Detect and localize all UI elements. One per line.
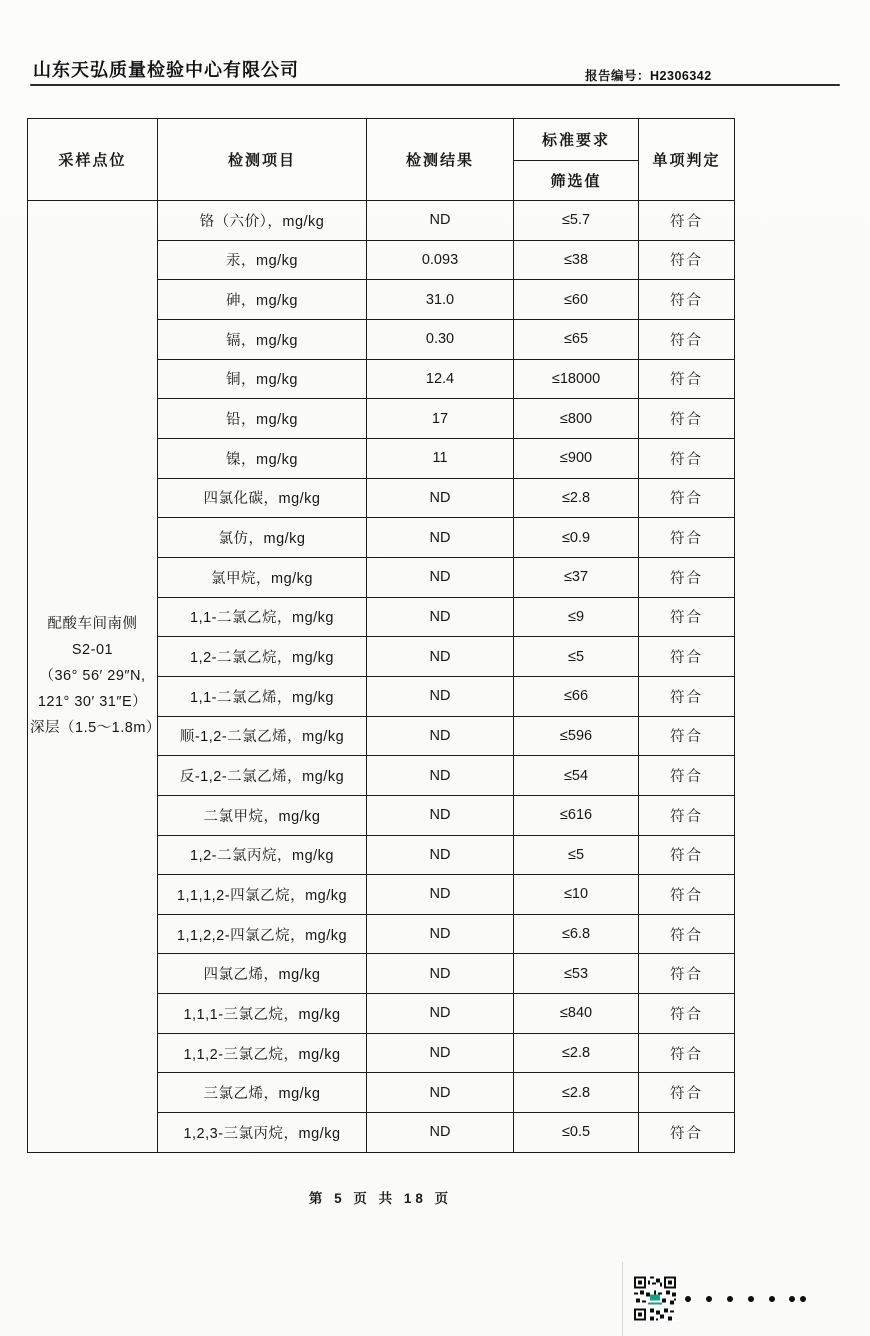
cell-judgment: 符合 [639, 1113, 735, 1153]
sampling-point-cell [28, 201, 161, 1153]
cell-limit: ≤0.9 [514, 518, 639, 558]
cell-result: ND [367, 557, 514, 597]
qr-code [632, 1274, 678, 1323]
cell-result: ND [367, 597, 514, 637]
sampling-point-line: 深层（1.5～1.8m） [30, 720, 161, 737]
cell-result: ND [367, 518, 514, 558]
cell-item: 二氯甲烷，mg/kg [158, 795, 367, 835]
cell-result: ND [367, 201, 514, 241]
scan-artifact-line [622, 1262, 623, 1336]
col-header-standard: 标准要求 [514, 119, 639, 161]
cell-limit: ≤840 [514, 994, 639, 1034]
dot [706, 1296, 712, 1302]
company-name: 山东天弘质量检验中心有限公司 [33, 60, 299, 80]
cell-judgment: 符合 [639, 1033, 735, 1073]
sampling-point-line: S2-01 [71, 642, 114, 659]
cell-judgment: 符合 [639, 835, 735, 875]
cell-judgment: 符合 [639, 637, 735, 677]
cell-result: 31.0 [367, 280, 514, 320]
sampling-point-line: 121° 30′ 31″E） [37, 694, 148, 711]
cell-result: ND [367, 676, 514, 716]
cell-limit: ≤38 [514, 240, 639, 280]
cell-limit: ≤2.8 [514, 1033, 639, 1073]
cell-limit: ≤65 [514, 319, 639, 359]
col-header-item: 检测项目 [158, 119, 367, 201]
cell-result: ND [367, 756, 514, 796]
cell-result: ND [367, 716, 514, 756]
cell-judgment: 符合 [639, 756, 735, 796]
cell-result: 11 [367, 438, 514, 478]
cell-item: 1,2-二氯乙烷，mg/kg [158, 637, 367, 677]
cell-item: 砷，mg/kg [158, 280, 367, 320]
cell-limit: ≤6.8 [514, 914, 639, 954]
results-table [27, 118, 735, 1153]
dot [748, 1296, 754, 1302]
qr-code-graphic [632, 1274, 678, 1323]
cell-limit: ≤2.8 [514, 1073, 639, 1113]
cell-result: ND [367, 1033, 514, 1073]
cell-result: 0.093 [367, 240, 514, 280]
cell-judgment: 符合 [639, 319, 735, 359]
cell-item: 汞，mg/kg [158, 240, 367, 280]
cell-limit: ≤0.5 [514, 1113, 639, 1153]
cell-limit: ≤900 [514, 438, 639, 478]
cell-limit: ≤616 [514, 795, 639, 835]
table-row [28, 201, 735, 241]
cell-judgment: 符合 [639, 557, 735, 597]
cell-limit: ≤2.8 [514, 478, 639, 518]
cell-judgment: 符合 [639, 478, 735, 518]
cell-result: ND [367, 637, 514, 677]
dot-row [685, 1295, 810, 1303]
cell-judgment: 符合 [639, 399, 735, 439]
cell-item: 1,2-二氯丙烷，mg/kg [158, 835, 367, 875]
cell-limit: ≤60 [514, 280, 639, 320]
report-number-value: H2306342 [650, 69, 712, 83]
cell-limit: ≤5 [514, 835, 639, 875]
cell-judgment: 符合 [639, 1073, 735, 1113]
cell-limit: ≤66 [514, 676, 639, 716]
report-number [585, 66, 712, 84]
col-header-sampling-point: 采样点位 [28, 119, 158, 201]
cell-item: 四氯乙烯，mg/kg [158, 954, 367, 994]
cell-result: ND [367, 795, 514, 835]
cell-limit: ≤37 [514, 557, 639, 597]
cell-result: ND [367, 954, 514, 994]
cell-result: ND [367, 875, 514, 915]
cell-result: ND [367, 994, 514, 1034]
cell-result: ND [367, 478, 514, 518]
cell-item: 1,1-二氯乙烷，mg/kg [158, 597, 367, 637]
cell-item: 1,1,2,2-四氯乙烷，mg/kg [158, 914, 367, 954]
cell-result: 12.4 [367, 359, 514, 399]
cell-result: ND [367, 1073, 514, 1113]
cell-item: 镉，mg/kg [158, 319, 367, 359]
dot [789, 1296, 795, 1302]
cell-item: 氯仿，mg/kg [158, 518, 367, 558]
header-divider [30, 84, 840, 86]
col-header-result: 检测结果 [367, 119, 514, 201]
cell-judgment: 符合 [639, 795, 735, 835]
cell-item: 顺-1,2-二氯乙烯，mg/kg [158, 716, 367, 756]
cell-judgment: 符合 [639, 597, 735, 637]
sampling-point-line: （36° 56′ 29″N, [39, 668, 146, 685]
table-header-row [28, 119, 735, 161]
cell-item: 1,1,1,2-四氯乙烷，mg/kg [158, 875, 367, 915]
cell-judgment: 符合 [639, 994, 735, 1034]
cell-limit: ≤18000 [514, 359, 639, 399]
cell-judgment: 符合 [639, 676, 735, 716]
cell-limit: ≤10 [514, 875, 639, 915]
cell-result: ND [367, 1113, 514, 1153]
cell-item: 1,1,2-三氯乙烷，mg/kg [158, 1033, 367, 1073]
cell-judgment: 符合 [639, 240, 735, 280]
col-header-judgment: 单项判定 [639, 119, 735, 201]
cell-judgment: 符合 [639, 875, 735, 915]
dot [800, 1296, 806, 1302]
cell-limit: ≤5 [514, 637, 639, 677]
cell-result: 17 [367, 399, 514, 439]
cell-judgment: 符合 [639, 518, 735, 558]
cell-item: 1,1-二氯乙烯，mg/kg [158, 676, 367, 716]
cell-limit: ≤54 [514, 756, 639, 796]
cell-result: ND [367, 835, 514, 875]
cell-judgment: 符合 [639, 954, 735, 994]
cell-result: 0.30 [367, 319, 514, 359]
cell-limit: ≤9 [514, 597, 639, 637]
sampling-point-line: 配酸车间南侧 [47, 616, 138, 633]
page-indicator: 第 5 页 共 18 页 [308, 1191, 453, 1206]
cell-item: 铅，mg/kg [158, 399, 367, 439]
cell-item: 反-1,2-二氯乙烯，mg/kg [158, 756, 367, 796]
cell-limit: ≤596 [514, 716, 639, 756]
cell-limit: ≤800 [514, 399, 639, 439]
cell-item: 1,2,3-三氯丙烷，mg/kg [158, 1113, 367, 1153]
cell-judgment: 符合 [639, 914, 735, 954]
cell-result: ND [367, 914, 514, 954]
cell-item: 铜，mg/kg [158, 359, 367, 399]
dot [727, 1296, 733, 1302]
report-number-label: 报告编号： [585, 69, 651, 83]
cell-item: 三氯乙烯，mg/kg [158, 1073, 367, 1113]
cell-judgment: 符合 [639, 280, 735, 320]
cell-item: 铬（六价），mg/kg [158, 201, 367, 241]
cell-item: 镍，mg/kg [158, 438, 367, 478]
col-header-screening: 筛选值 [514, 161, 639, 201]
cell-judgment: 符合 [639, 716, 735, 756]
cell-judgment: 符合 [639, 359, 735, 399]
cell-item: 四氯化碳，mg/kg [158, 478, 367, 518]
dot [685, 1296, 691, 1302]
cell-judgment: 符合 [639, 438, 735, 478]
dot [769, 1296, 775, 1302]
cell-item: 氯甲烷，mg/kg [158, 557, 367, 597]
cell-limit: ≤53 [514, 954, 639, 994]
cell-judgment: 符合 [639, 201, 735, 241]
cell-item: 1,1,1-三氯乙烷，mg/kg [158, 994, 367, 1034]
cell-limit: ≤5.7 [514, 201, 639, 241]
